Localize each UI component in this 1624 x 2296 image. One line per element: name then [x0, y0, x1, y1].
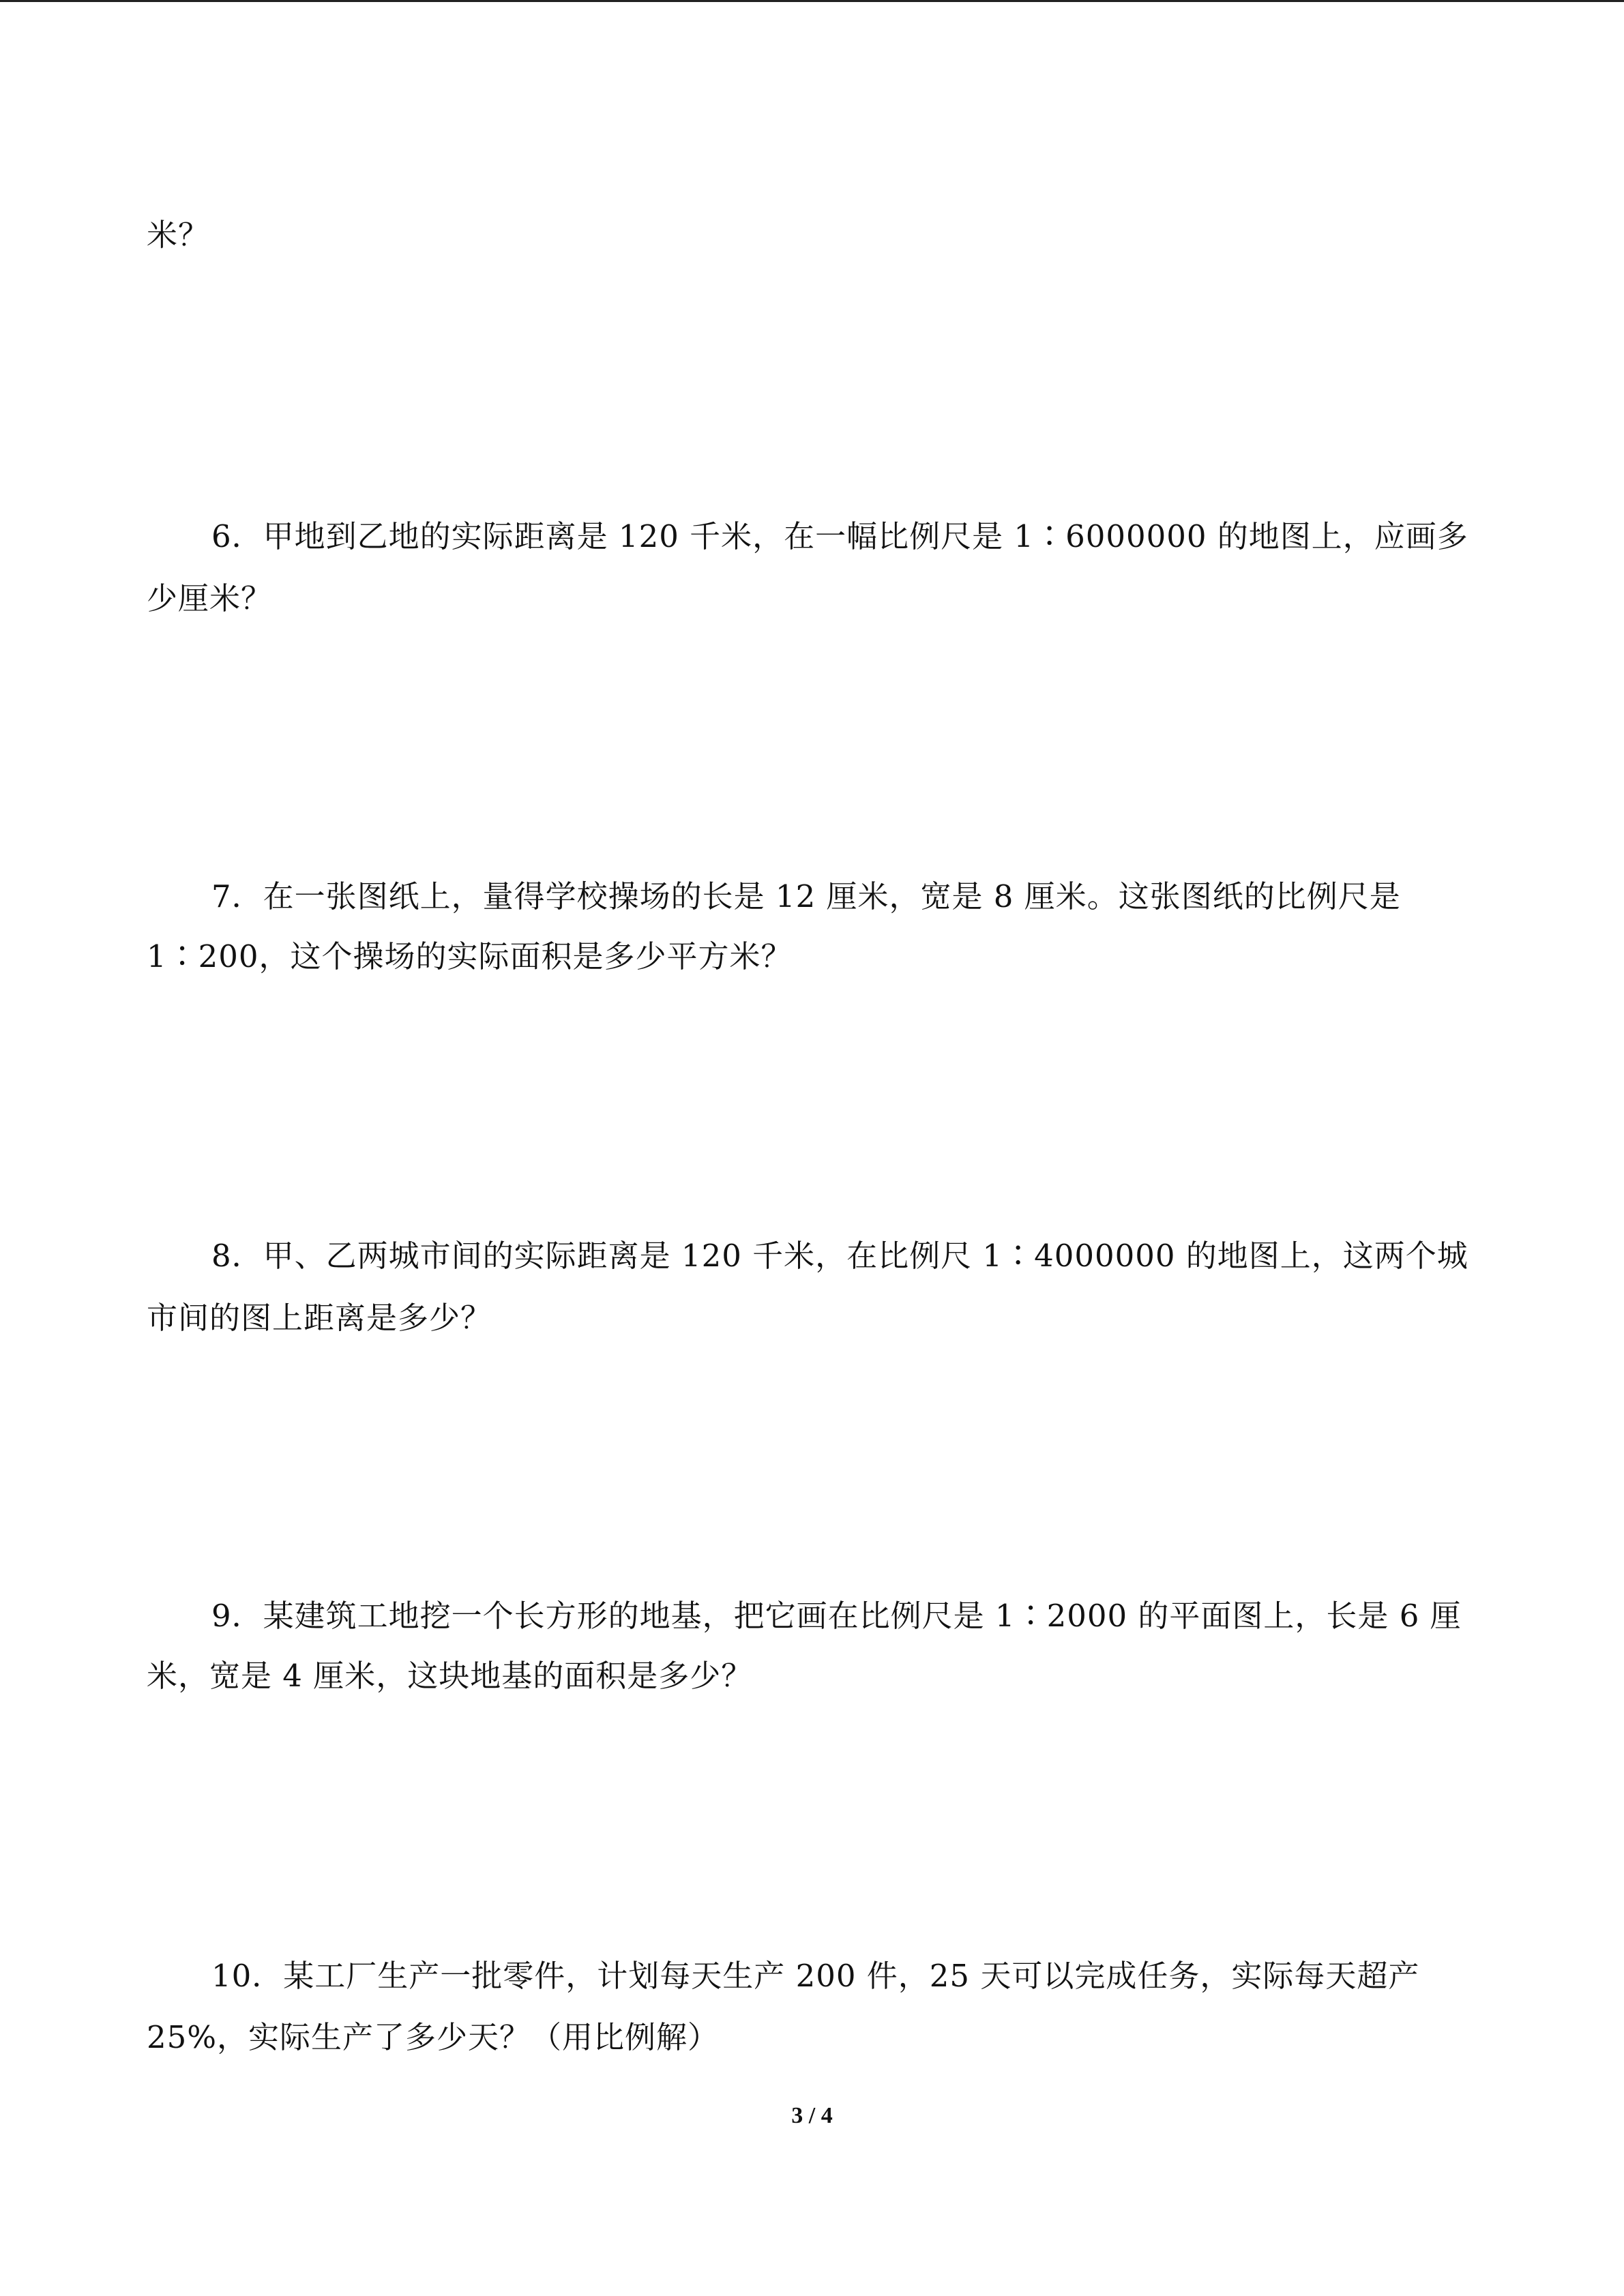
- question-7-line-2: 1∶200，这个操场的实际面积是多少平方米？: [147, 938, 793, 974]
- page-top-border: [0, 0, 1624, 2]
- question-6-line-2: 少厘米？: [147, 580, 273, 616]
- question-9-line-2: 米，宽是 4 厘米，这块地基的面积是多少？: [147, 1658, 753, 1694]
- question-8-line-2: 市间的图上距离是多少？: [147, 1300, 492, 1336]
- question-6-line-1: 6．甲地到乙地的实际距离是 120 千米，在一幅比例尺是 1∶6000000 的地图上，应画多: [211, 518, 1468, 554]
- page-number: 3 / 4: [791, 2103, 833, 2128]
- question-10-line-1: 10．某工厂生产一批零件，计划每天生产 200 件，25 天可以完成任务，实际每天超产: [211, 1958, 1420, 1994]
- question-10-line-2: 25%，实际生产了多少天？（用比例解）: [147, 2019, 720, 2055]
- question-5-continuation: 米？: [147, 217, 210, 253]
- question-7-line-1: 7．在一张图纸上，量得学校操场的长是 12 厘米，宽是 8 厘米。这张图纸的比例尺是: [211, 878, 1401, 914]
- question-8-line-1: 8．甲、乙两城市间的实际距离是 120 千米，在比例尺 1∶4000000 的地图上，这两个城: [211, 1238, 1468, 1274]
- question-9-line-1: 9．某建筑工地挖一个长方形的地基，把它画在比例尺是 1∶2000 的平面图上，长是 6 厘: [211, 1598, 1462, 1634]
